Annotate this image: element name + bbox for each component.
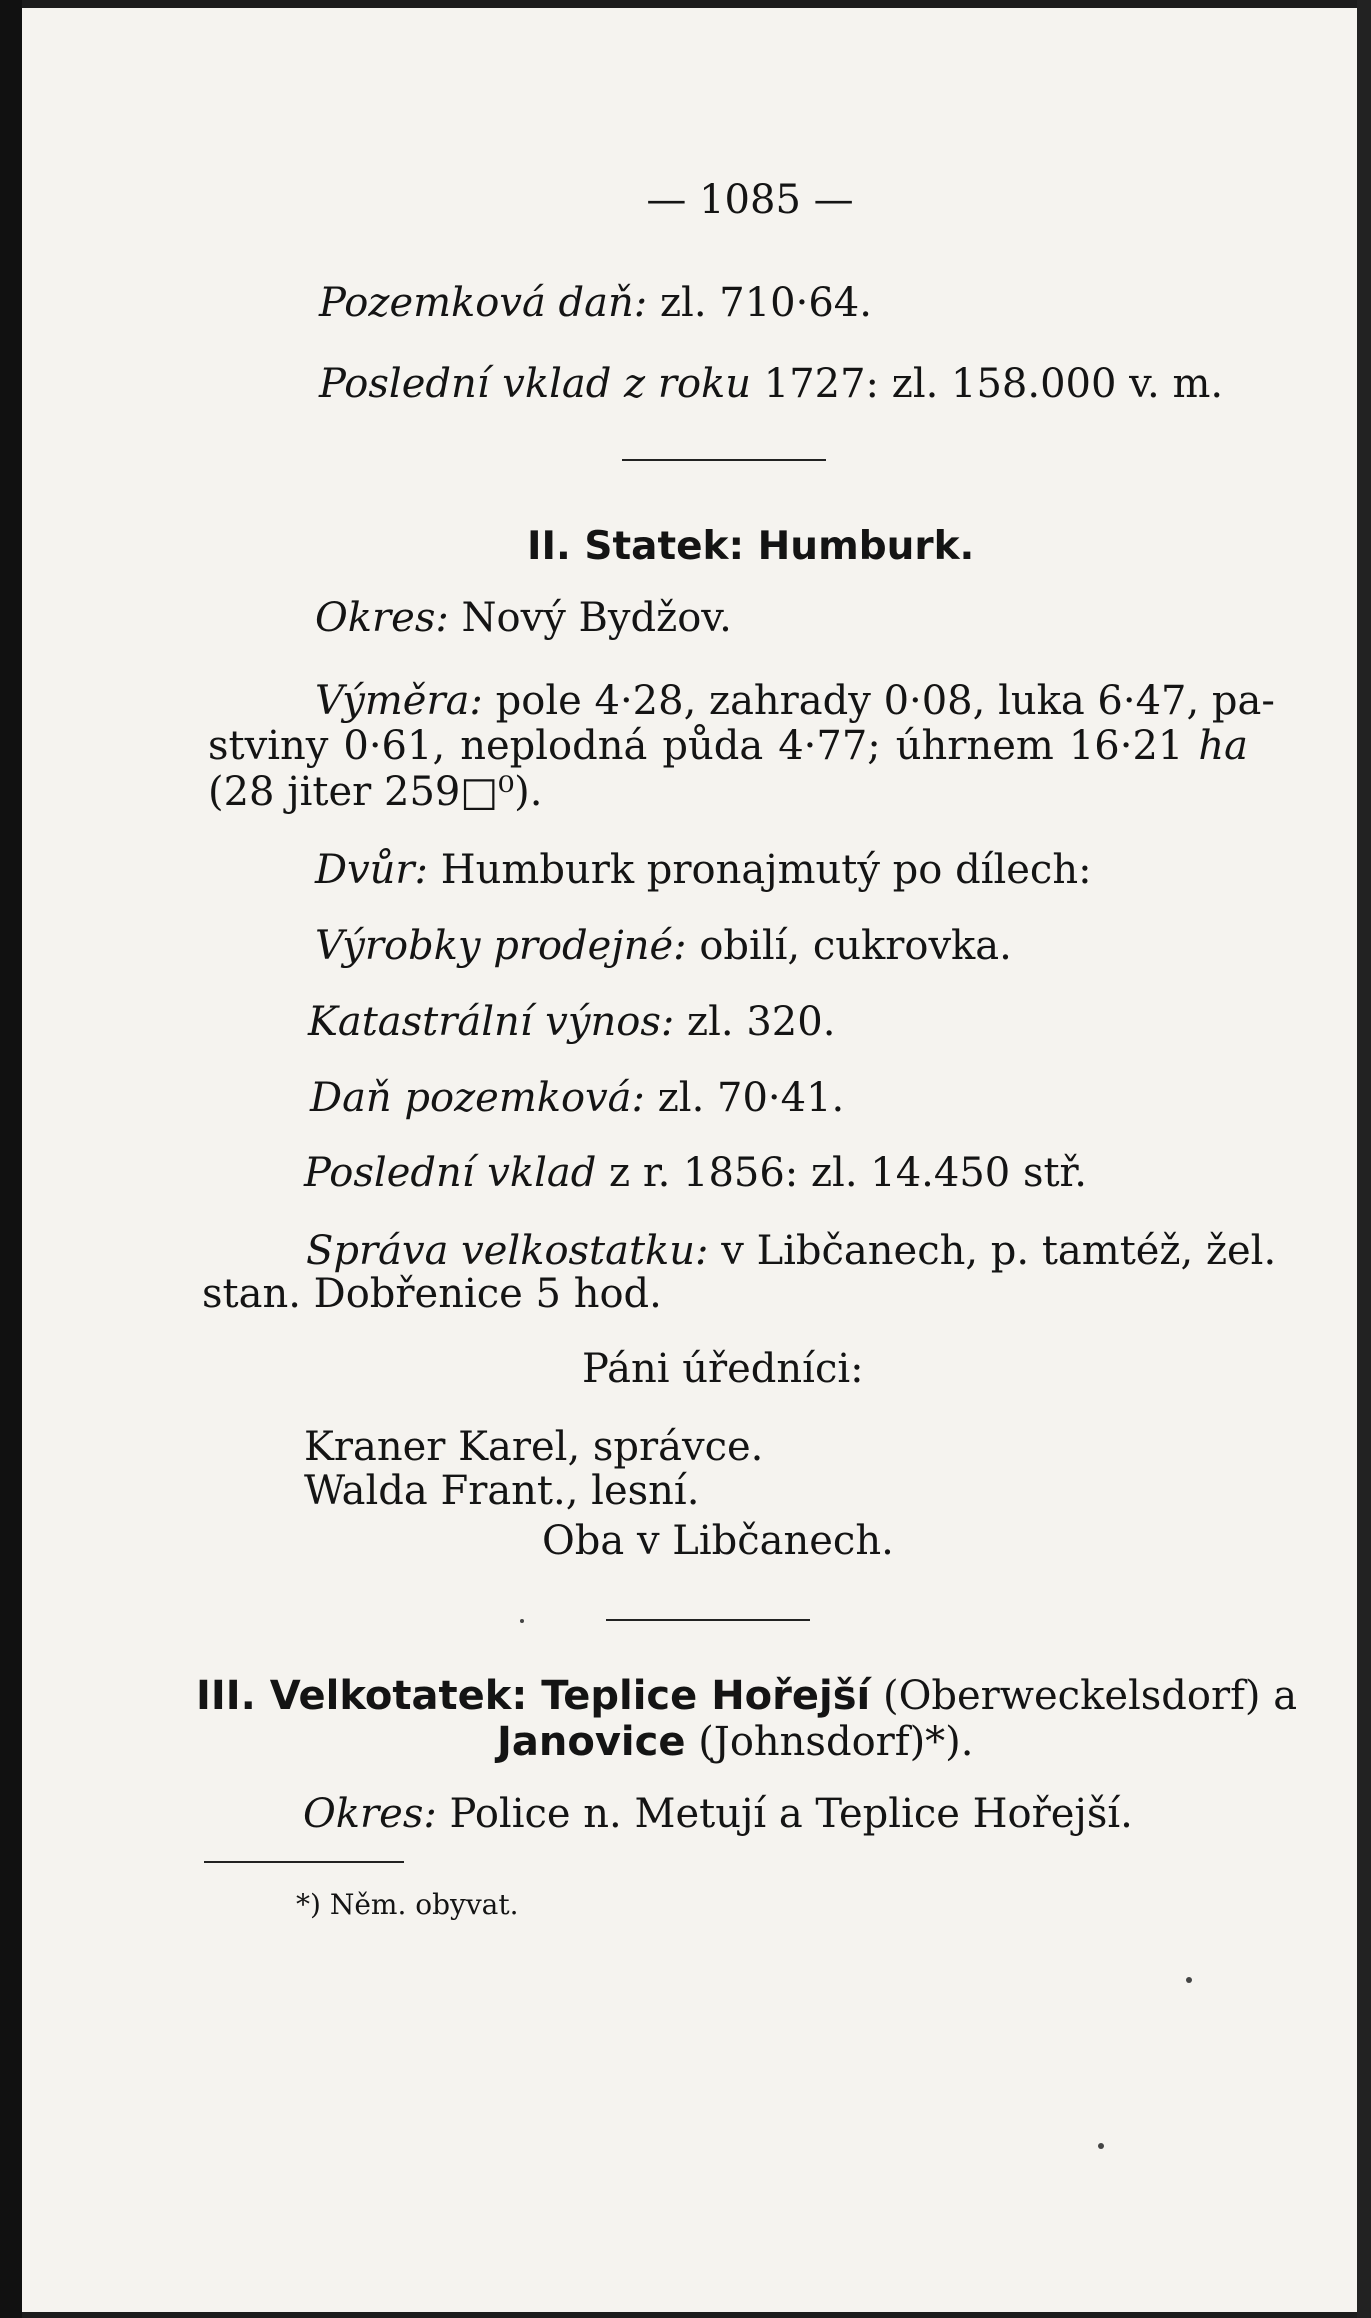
footnote-divider <box>204 1861 404 1863</box>
estate2-sprava-label: Správa velkostatku: <box>306 1228 709 1274</box>
page-shadow-right <box>1357 0 1371 2318</box>
estate2-dvur <box>315 846 1092 894</box>
estate3-heading-line2 <box>497 1718 974 1766</box>
estate2-dvur-label: Dvůr: <box>315 847 429 893</box>
estate2-katastr-value: zl. 320. <box>687 999 836 1045</box>
estate2-vymera-unit: ha <box>1198 723 1248 769</box>
section-divider-1 <box>622 459 826 461</box>
estate2-vymera-text1: pole 4·28, zahrady 0·08, luka 6·47, pa- <box>495 678 1275 724</box>
estate1-deposit <box>319 360 1223 408</box>
estate2-vyrobky <box>315 922 1012 970</box>
page-shadow-left <box>0 0 22 2318</box>
estate2-dan <box>310 1074 844 1122</box>
estate2-vklad-value: z r. 1856: zl. 14.450 stř. <box>609 1150 1087 1196</box>
section-divider-2 <box>606 1619 810 1621</box>
estate2-sprava-line1 <box>306 1227 1277 1275</box>
estate2-okres <box>315 594 732 642</box>
estate2-vymera-line3: (28 jiter 259□⁰). <box>208 769 543 815</box>
speck-3 <box>520 1619 524 1623</box>
officials-heading: Páni úředníci: <box>582 1346 864 1392</box>
estate1-tax-label: Pozemková daň: <box>319 280 648 326</box>
estate2-dvur-value: Humburk pronajmutý po dílech: <box>440 847 1092 893</box>
official-2: Walda Frant., lesní. <box>304 1468 700 1514</box>
estate2-sprava-text1: v Libčanech, p. tamtéž, žel. <box>721 1228 1277 1274</box>
estate3-heading-line1 <box>196 1672 1298 1720</box>
estate3-heading-rest2: (Johnsdorf)*). <box>698 1719 974 1765</box>
estate2-vymera-text2: stviny 0·61, neplodná půda 4·77; úhrnem 16·21 <box>208 723 1184 769</box>
officials-location: Oba v Libčanech. <box>542 1518 894 1564</box>
estate1-deposit-label: Poslední vklad z roku <box>319 361 752 407</box>
estate2-vyrobky-value: obilí, cukrovka. <box>699 923 1012 969</box>
estate3-heading-bold2: Janovice <box>497 1719 686 1765</box>
speck-1 <box>1186 1977 1192 1983</box>
estate2-katastr-label: Katastrální výnos: <box>308 999 675 1045</box>
estate2-vymera-line1 <box>315 677 1275 725</box>
footnote: *) Něm. obyvat. <box>296 1888 519 1921</box>
official-1: Kraner Karel, správce. <box>304 1424 764 1470</box>
estate2-dan-label: Daň pozemková: <box>310 1075 645 1121</box>
speck-2 <box>1098 2143 1104 2149</box>
estate3-okres-label: Okres: <box>303 1791 437 1837</box>
estate2-heading: II. Statek: Humburk. <box>527 524 975 569</box>
estate3-heading-rest: (Oberweckelsdorf) a <box>882 1673 1298 1719</box>
estate2-katastr <box>308 998 835 1046</box>
estate2-okres-label: Okres: <box>315 595 449 641</box>
page-number: — 1085 — <box>646 177 854 223</box>
estate1-tax <box>319 279 872 327</box>
estate1-deposit-value: 1727: zl. 158.000 v. m. <box>763 361 1224 407</box>
estate2-vklad-label: Poslední vklad <box>304 1150 597 1196</box>
estate2-vklad <box>304 1149 1087 1197</box>
estate2-vymera-line2 <box>208 722 1248 770</box>
estate3-heading-bold: III. Velkotatek: Teplice Hořejší <box>196 1673 871 1719</box>
estate3-okres <box>303 1790 1133 1838</box>
estate2-vymera-label: Výměra: <box>315 678 483 724</box>
estate1-tax-value: zl. 710·64. <box>659 280 872 326</box>
estate3-okres-value: Police n. Metují a Teplice Hořejší. <box>449 1791 1133 1837</box>
estate2-okres-value: Nový Bydžov. <box>461 595 732 641</box>
estate2-vyrobky-label: Výrobky prodejné: <box>315 923 687 969</box>
estate2-sprava-line2: stan. Dobřenice 5 hod. <box>202 1271 662 1317</box>
estate2-dan-value: zl. 70·41. <box>657 1075 845 1121</box>
book-page <box>22 8 1357 2312</box>
